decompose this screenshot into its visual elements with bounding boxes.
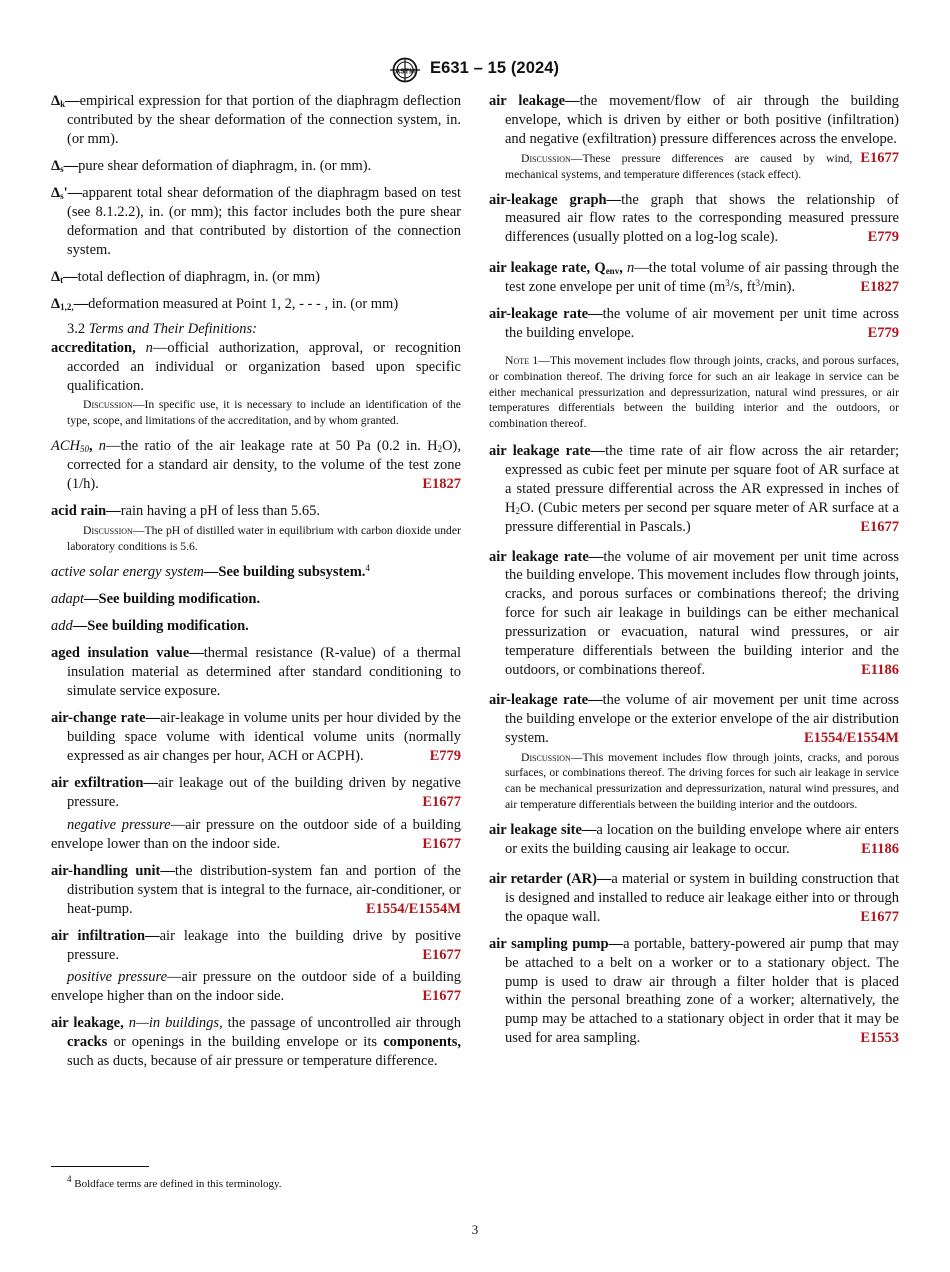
symbol-delta-12: $\Delta_{1,2,}—deformation$ measured at Point 1, 2, - - - , in. (or mm) (51, 295, 399, 312)
document-designation: E631 – 15 (2024) (430, 59, 560, 77)
term-acid-rain: acid rain—rain having a pH of less than 5.65. (51, 503, 321, 520)
term-air-sampling-pump: air sampling pump—a portable, battery-powered air pump that may be attached to a belt on a worker or to a stationary object. The pump is used to draw air through a filter holder that is placed within the personal breathing zone of a worker; alternatively, the pump may be attached to a stationary object in order that it may be used for area sampling. E1553 (489, 935, 899, 1047)
page-header (0, 57, 950, 83)
symbol-delta-s-prime: $\Delta_s'—apparent$ total shear deformation of the diaphragm based on test (see 8.1.2.2), in. (or mm); this factor includes both the pure shear deformation and that contributed by distortion of the connection system. (51, 185, 461, 258)
discussion-accreditation: Discussion—In specific use, it is necessary to include an identification of the type, scope, and limitations of the accreditation, and by whom granted. (67, 398, 461, 428)
term-accreditation: accreditation, n—official authorization, approval, or recognition accorded an individual or organization based upon specific qualification. (51, 339, 461, 394)
symbol-delta-s: $\Delta_s—pure$ shear deformation of diaphragm, in. (or mm). (51, 157, 372, 174)
right-column (489, 92, 899, 1048)
astm-logo (386, 57, 424, 83)
term-air-infiltration: air infiltration—air leakage into the building drive by positive pressure. E1677 (51, 927, 461, 963)
section-heading: 3.2 Terms and Their Definitions: (67, 320, 257, 337)
reference-standard: E1827 (422, 476, 461, 493)
term-air-leakage-n: air leakage, n—in buildings, the passage of uncontrolled air through cracks or openings in the building envelope or its components, such as ducts, because of air pressure or temperature difference. (51, 1015, 462, 1070)
term-air-leakage-site: air leakage site—a location on the building envelope where air enters or exits the building causing air leakage to occur. E1186 (489, 821, 899, 857)
page-number: 3 (471, 1222, 479, 1237)
symbol-delta-k: $\Delta_k—empirical$ expression for that portion of the diaphragm deflection contributed by the shear deformation of the connection system, in. (or mm). (51, 93, 461, 147)
reference-standard: E779 (429, 747, 461, 764)
footnote: $^4$ Boldface terms are defined in this terminology. (67, 1174, 282, 1190)
term-ach50: $ACH_{50}$, n—the ratio of the air leakage rate at 50 Pa (0.2 in. $H_2O$), corrected for a standard air density, to the volume of the test zone (1/h). E1827 (51, 438, 461, 493)
reference-standard: E1553 (860, 1030, 899, 1047)
term-air-handling-unit: air-handling unit—the distribution-system fan and portion of the distribution system that is integral to the furnace, air-conditioner, or heat-pump. E1554/E1554M (51, 862, 461, 917)
left-column (51, 92, 461, 1071)
term-air-leakage: air leakage—the movement/flow of air through the building envelope, which is driven by either or both positive (infiltration) and negative (exfiltration) pressure differences across the envelope. E1677 (489, 93, 899, 166)
term-negative-pressure: negative pressure—air pressure on the outdoor side of a building envelope lower than on the indoor side. E1677 (51, 816, 462, 852)
discussion-acid-rain: Discussion—The pH of distilled water in equilibrium with carbon dioxide under laboratory conditions is 5.6. (67, 524, 461, 553)
note-1: Note 1—This movement includes flow through joints, cracks, and porous surfaces, or combination thereof. The driving force for such an air leakage in service can be either mechanical pressurization and depressurization, natural wind pressures, or air temperatures differentials between the building interior and the outdoors, or combination thereof. (489, 354, 899, 431)
discussion-air-leakage: Discussion—These pressure differences are caused by wind, mechanical systems, and temperature differences (stack effect). (505, 151, 853, 181)
term-air-leakage-rate-2: air leakage rate—the time rate of air flow across the air retarder; expressed as cubic feet per minute per square foot of AR surface at a stated pressure differential across the AR expressed in inches of $H_2O$. (Cubic meters per second per square meter of AR surface at a pressure differential in Pascals.) E1677 (489, 443, 899, 535)
reference-standard: E1186 (861, 661, 899, 678)
svg-text:ASTM: ASTM (395, 68, 415, 76)
reference-standard: E1677 (422, 988, 461, 1005)
reference-standard: E1677 (422, 946, 461, 963)
reference-standard: E1186 (861, 840, 899, 857)
term-active-solar: active solar energy system—See building subsystem.$^4$ (51, 562, 370, 580)
discussion-air-leakage-rate: Discussion—This movement includes flow through joints, cracks, and porous surfaces, or combinations thereof. The driving forces for such air leakage in service can be mechanical pressurization and depressurization, natural wind pressures, and air temperature differentials between the building interior and the outdoors. (505, 750, 899, 811)
term-air-change-rate: air-change rate—air-leakage in volume units per hour divided by the building space volume with identical volume units (normally expressed as air changes per hour, ACH or ACPH). E779 (51, 710, 461, 764)
term-air-leakage-graph: air-leakage graph—the graph that shows the relationship of measured air flow rates to the corresponding measured pressure differences (usually plotted on a log-log scale). E779 (489, 191, 899, 246)
term-add: add—See building modification. (51, 618, 249, 634)
reference-standard: E1827 (860, 279, 899, 296)
reference-standard: E1554/E1554M (365, 900, 461, 917)
reference-standard: E1554/E1554M (803, 729, 899, 746)
term-air-leakage-rate-qenv: air leakage rate, $Q_{env}$, n—the total volume of air passing through the test zone envelope per unit of time ($m^3/s$, $ft^3/\min$). E1827 (489, 260, 900, 296)
symbol-delta-t: $\Delta_t—total$ deflection of diaphragm, in. (or mm) (51, 268, 320, 285)
reference-standard: E1677 (422, 793, 461, 810)
reference-standard: E779 (867, 325, 899, 342)
footnote-divider (51, 1166, 149, 1167)
reference-standard: E1677 (860, 518, 899, 535)
reference-standard: E1677 (860, 908, 899, 925)
reference-standard: E1677 (860, 149, 899, 166)
term-positive-pressure: positive pressure—air pressure on the outdoor side of a building envelope higher than on the indoor side. E1677 (51, 969, 461, 1005)
reference-standard: E779 (867, 229, 899, 246)
term-air-leakage-rate-1: air-leakage rate—the volume of air movement per unit time across the building envelope. E779 (489, 306, 899, 342)
term-air-leakage-rate-3: air leakage rate—the volume of air movement per unit time across the building envelope. This movement includes flow through joints, cracks, and porous surfaces or combinations thereof; the driving force for such air leakage in buildings can be either mechanical pressurization or evacuation, natural wind pressures, or air temperature differentials between the building interior and the outdoors, or combinations thereof. E1186 (489, 548, 899, 678)
term-air-leakage-rate-4: air-leakage rate—the volume of air movement per unit time across the building envelope or the exterior envelope of the air distribution system. E1554/E1554M (489, 691, 899, 746)
term-adapt: adapt—See building modification. (51, 590, 261, 607)
term-aged-insulation: aged insulation value—thermal resistance (R-value) of a thermal insulation material as determined after standard conditioning to simulate service exposure. (51, 645, 462, 699)
term-air-retarder: air retarder (AR)—a material or system in building construction that is designed and installed to reduce air leakage either into or through the opaque wall. E1677 (489, 870, 899, 925)
reference-standard: E1677 (422, 835, 461, 852)
term-air-exfiltration: air exfiltration—air leakage out of the building driven by negative pressure. E1677 (51, 774, 461, 810)
